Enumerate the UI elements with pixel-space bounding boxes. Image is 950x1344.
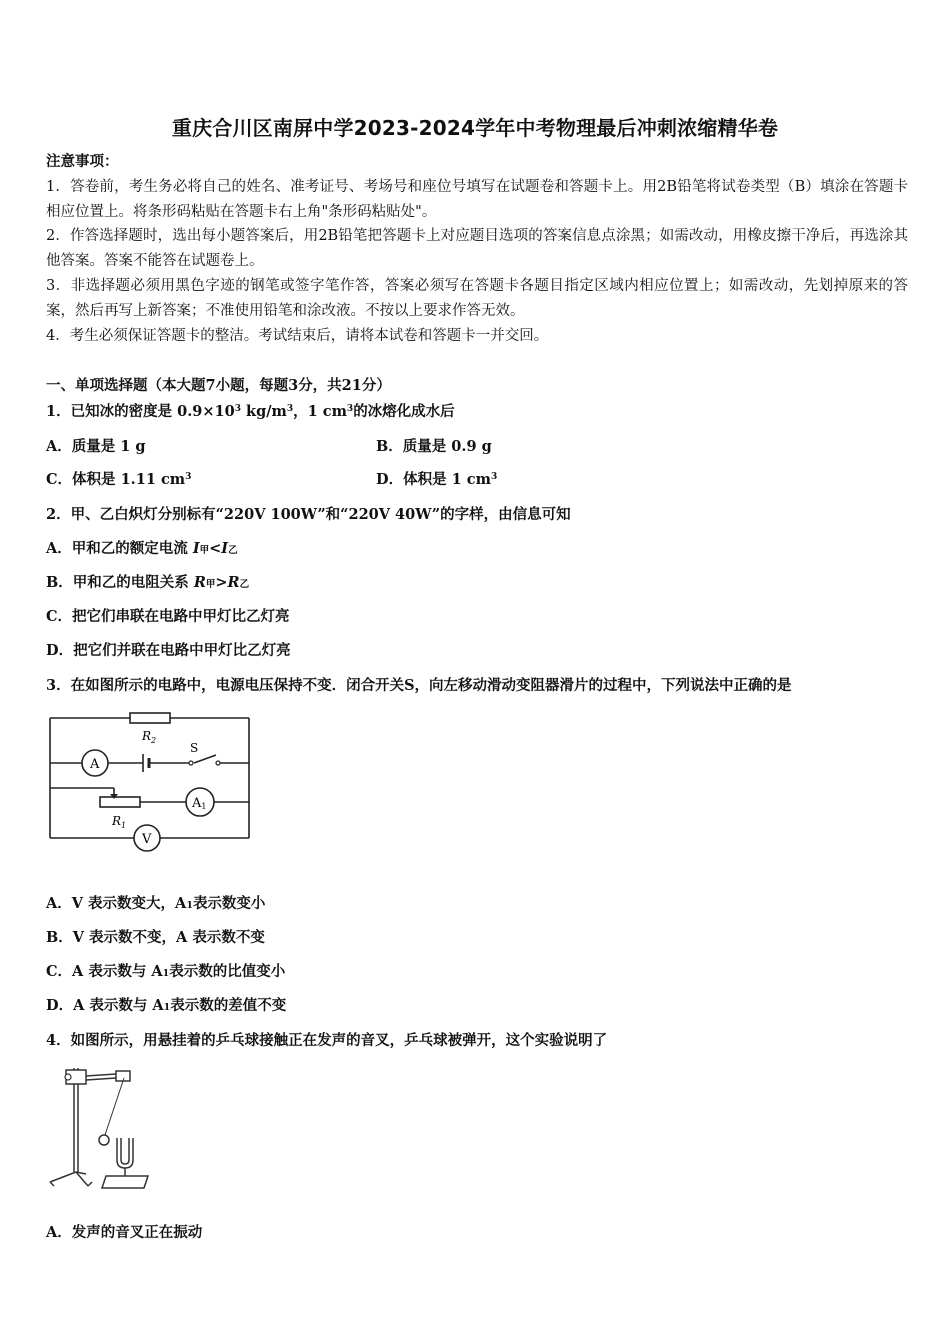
question-4-option-a[interactable]: A．发声的音叉正在振动 bbox=[46, 1224, 203, 1241]
question-3-option-b[interactable]: B．V 表示数不变，A 表示数不变 bbox=[46, 929, 265, 946]
notice-item: 3．非选择题必须用黑色字迹的钢笔或签字笔作答，答案必须写在答题卡各题目指定区域内相应位置上；如需改动，先划掉原来的答案，然后再写上新答案；不准使用铅笔和涂改液。不按以上要求作答无效。 bbox=[46, 277, 908, 319]
notice-item: 4．考生必须保证答题卡的整洁。考试结束后，请将本试卷和答题卡一并交回。 bbox=[46, 327, 549, 344]
question-2-option-d[interactable]: D．把它们并联在电路中甲灯比乙灯亮 bbox=[46, 642, 291, 659]
switch-label: S bbox=[190, 741, 199, 755]
question-3-option-d[interactable]: D．A 表示数与 A1表示数的差值不变 bbox=[46, 997, 287, 1014]
switch-contact bbox=[189, 761, 193, 765]
voltmeter-label: V bbox=[142, 832, 152, 847]
resistor-r2 bbox=[130, 713, 170, 723]
suspension-thread bbox=[104, 1078, 124, 1138]
notice-heading: 注意事项： bbox=[46, 153, 119, 170]
section-heading: 一、单项选择题（本大题7小题，每题3分，共21分） bbox=[46, 377, 391, 394]
question-2-option-a[interactable]: A．甲和乙的额定电流 I甲<I乙 bbox=[46, 540, 238, 557]
question-1-option-c[interactable]: C．体积是 1.11 $cm^3$ bbox=[46, 471, 192, 488]
circuit-diagram bbox=[44, 708, 256, 858]
question-2-option-b[interactable]: B．甲和乙的电阻关系 R甲>R乙 bbox=[46, 574, 250, 591]
ping-pong-ball bbox=[99, 1135, 109, 1145]
tuning-fork bbox=[117, 1138, 133, 1176]
question-2-option-c[interactable]: C．把它们串联在电路中甲灯比乙灯亮 bbox=[46, 608, 290, 625]
question-1-option-b[interactable]: B．质量是 0.9 g bbox=[376, 438, 492, 455]
ammeter-a1-label: A1 bbox=[192, 796, 207, 811]
question-3-stem: 3．在如图所示的电路中，电源电压保持不变．闭合开关S，向左移动滑动变阻器滑片的过程中，下列说法中正确的是 bbox=[46, 677, 792, 694]
stand-base bbox=[50, 1172, 92, 1186]
question-4-stem: 4．如图所示，用悬挂着的乒乓球接触正在发声的音叉，乒乓球被弹开，这个实验说明了 bbox=[46, 1032, 608, 1049]
question-2-stem: 2．甲、乙白炽灯分别标有“220V 100W”和“220V 40W”的字样，由信息可知 bbox=[46, 506, 571, 523]
switch-contact bbox=[216, 761, 220, 765]
fork-base bbox=[102, 1176, 148, 1188]
question-3-option-c[interactable]: C．A 表示数与 A1表示数的比值变小 bbox=[46, 963, 286, 980]
notice-item: 2．作答选择题时，选出每小题答案后，用2B铅笔把答题卡上对应题目选项的答案信息点涂黑；如需改动，用橡皮擦干净后，再选涂其他答案。答案不能答在试题卷上。 bbox=[46, 228, 908, 270]
notice-item: 1．答卷前，考生务必将自己的姓名、准考证号、考场号和座位号填写在试题卷和答题卡上。用2B铅笔将试卷类型（B）填涂在答题卡相应位置上。将条形码粘贴在答题卡右上角"条形码粘贴处"。 bbox=[46, 178, 908, 220]
question-1-stem: 1．已知冰的密度是 $0.9\times 10^3$ $kg/m^3$，1 $cm^3$的冰熔化成水后 bbox=[46, 403, 455, 420]
question-3-option-a[interactable]: A．V 表示数变大，A1表示数变小 bbox=[46, 895, 266, 912]
ammeter-a-label: A bbox=[90, 757, 100, 772]
r2-label: $R_2$ bbox=[142, 729, 157, 745]
question-1-option-d[interactable]: D．体积是 1 $cm^3$ bbox=[376, 471, 498, 488]
r1-label: $R_1$ bbox=[112, 814, 127, 830]
notice-block bbox=[46, 150, 908, 348]
page-title: 重庆合川区南屏中学2023-2024学年中考物理最后冲刺浓缩精华卷 bbox=[171, 116, 779, 140]
tuning-fork-experiment-figure bbox=[44, 1060, 162, 1196]
rheostat-r1 bbox=[100, 797, 140, 807]
stand-arm bbox=[86, 1074, 116, 1076]
question-1-option-a[interactable]: A．质量是 1 g bbox=[46, 438, 146, 455]
